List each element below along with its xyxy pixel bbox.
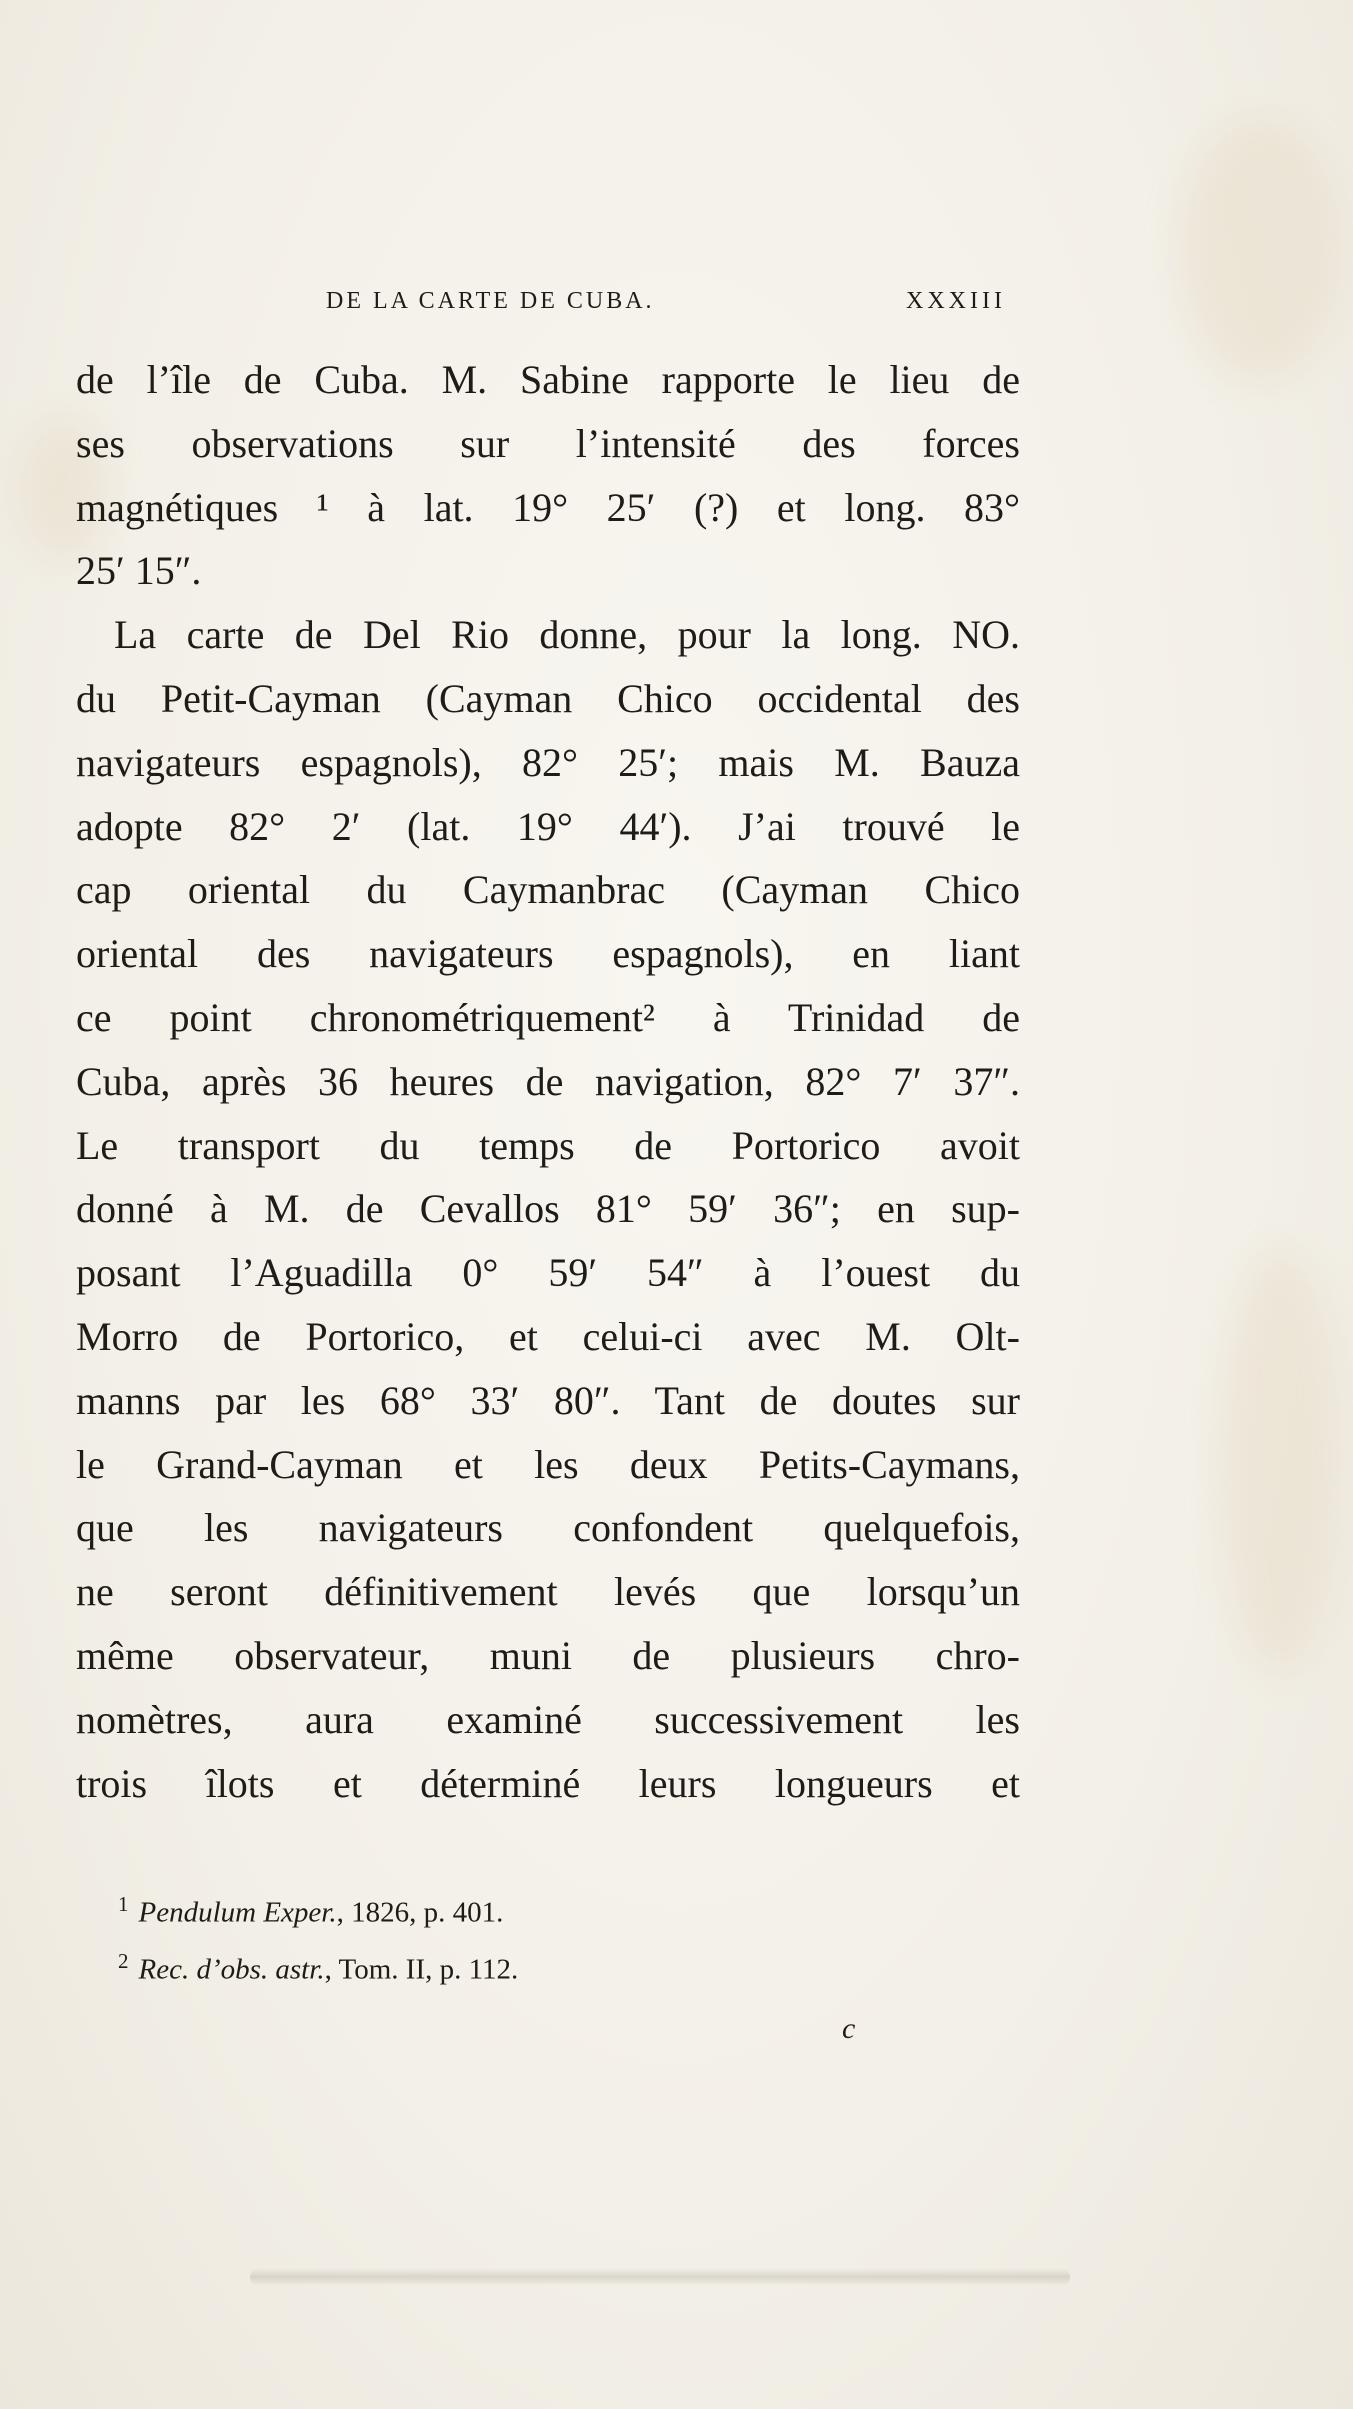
footnote-title: Pendulum Exper. bbox=[138, 1896, 337, 1929]
text-line: Morro de Portorico, et celui-ci avec M. Olt- bbox=[76, 1313, 1020, 1359]
text-line: que les navigateurs confondent quelquefois, bbox=[76, 1505, 1020, 1551]
footnotes bbox=[118, 1880, 968, 1993]
text-line: oriental des navigateurs espagnols), en liant bbox=[76, 931, 1020, 977]
text-line: navigateurs espagnols), 82° 25′; mais M. Bauza bbox=[76, 739, 1020, 785]
text-line: du Petit-Cayman (Cayman Chico occidental des bbox=[76, 675, 1020, 721]
page-header bbox=[76, 288, 1006, 328]
text-line: ses observations sur l’intensité des forces bbox=[76, 420, 1020, 466]
running-title: DE LA CARTE DE CUBA. bbox=[326, 288, 655, 314]
text-line: 25′ 15″. bbox=[76, 548, 202, 594]
footnote bbox=[118, 1937, 968, 1994]
text-line: Le transport du temps de Portorico avoit bbox=[76, 1122, 1020, 1168]
text-line: le Grand-Cayman et les deux Petits-Caymans, bbox=[76, 1441, 1020, 1487]
signature-mark: c bbox=[842, 2012, 856, 2045]
page-number: XXXIII bbox=[906, 288, 1006, 314]
footnote-mark: 1 bbox=[118, 1892, 129, 1916]
text-line: adopte 82° 2′ (lat. 19° 44′). J’ai trouvé le bbox=[76, 803, 1020, 849]
text-line: de l’île de Cuba. M. Sabine rapporte le lieu de bbox=[76, 357, 1020, 402]
main-text bbox=[76, 348, 1020, 1815]
text-line: ce point chronométriquement² à Trinidad de bbox=[76, 994, 1020, 1040]
text-line: Cuba, après 36 heures de navigation, 82° 7′ 37″. bbox=[76, 1058, 1020, 1104]
text-line: posant l’Aguadilla 0° 59′ 54″ à l’ouest du bbox=[76, 1250, 1020, 1296]
paper-stain bbox=[1180, 120, 1340, 380]
footnote-text: , 1826, p. 401. bbox=[336, 1896, 504, 1929]
text-line: cap oriental du Caymanbrac (Cayman Chico bbox=[76, 867, 1020, 913]
text-line: nomètres, aura examiné successivement les bbox=[76, 1696, 1020, 1742]
text-line: manns par les 68° 33′ 80″. Tant de doutes sur bbox=[76, 1377, 1020, 1423]
footnote-text: , Tom. II, p. 112. bbox=[324, 1953, 519, 1986]
footnote-mark: 2 bbox=[118, 1948, 129, 1973]
text-line: donné à M. de Cevallos 81° 59′ 36″; en sup- bbox=[76, 1186, 1020, 1232]
text-line: La carte de Del Rio donne, pour la long. NO. bbox=[114, 612, 1020, 658]
page-shadow bbox=[250, 2268, 1070, 2286]
footnote bbox=[118, 1880, 968, 1937]
paper-stain bbox=[1220, 1250, 1340, 1670]
text-line: ne seront définitivement levés que lorsqu’un bbox=[76, 1569, 1020, 1615]
footnote-title: Rec. d’obs. astr. bbox=[138, 1953, 325, 1986]
text-line: trois îlots et déterminé leurs longueurs et bbox=[76, 1760, 1020, 1806]
text-line: même observateur, muni de plusieurs chro- bbox=[76, 1632, 1020, 1678]
text-line: magnétiques ¹ à lat. 19° 25′ (?) et long. 83° bbox=[76, 484, 1020, 530]
